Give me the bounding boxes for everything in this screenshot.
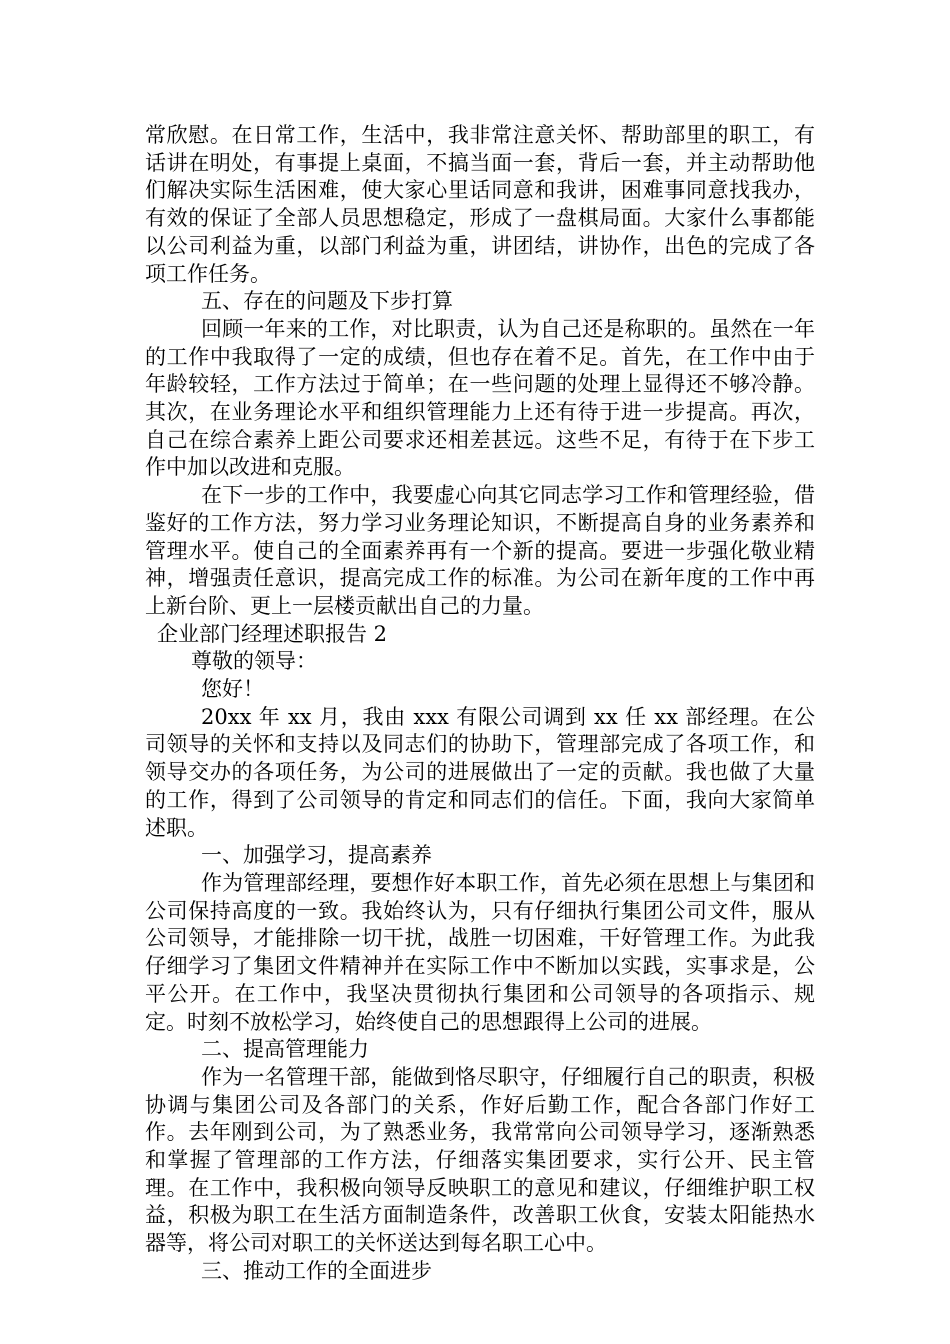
greeting: 您好！ bbox=[201, 677, 264, 702]
document-body bbox=[145, 122, 815, 1286]
paragraph-continued: 常欣慰。在日常工作，生活中，我非常注意关怀、帮助部里的职工，有话讲在明处，有事提上桌面，不搞当面一套，背后一套，并主动帮助他们解决实际生活困难，使大家心里话同意和我讲，困难事同意找我办，有效的保证了全部人员思想稳定，形成了一盘棋局面。大家什么事都能以公司利益为重，以部门利益为重，讲团结，讲协作，出色的完成了各项工作任务。 bbox=[145, 123, 815, 286]
report-title: 企业部门经理述职报告 2 bbox=[157, 621, 388, 646]
paragraph-learning: 作为管理部经理，要想作好本职工作，首先必须在思想上与集团和公司保持高度的一致。我始终认为，只有仔细执行集团公司文件，服从公司领导，才能排除一切干扰，战胜一切困难，干好管理工作。为此我仔细学习了集团文件精神并在实际工作中不断加以实践，实事求是，公平公开。在工作中，我坚决贯彻执行集团和公司领导的各项指示、规定。时刻不放松学习，始终使自己的思想跟得上公司的进展。 bbox=[145, 870, 815, 1034]
section-heading-5: 五、存在的问题及下步打算 bbox=[201, 289, 453, 314]
section-heading-1: 一、加强学习，提高素养 bbox=[201, 843, 432, 868]
paragraph-intro: 20xx 年 xx 月，我由 xxx 有限公司调到 xx 任 xx 部经理。在公司领导的关怀和支持以及同志们的协助下，管理部完成了各项工作，和领导交办的各项任务，为公司的进展做出了一定的贡献。我也做了大量的工作，得到了公司领导的肯定和同志们的信任。下面，我向大家简单述职。 bbox=[145, 704, 815, 840]
paragraph-next-steps: 在下一步的工作中，我要虚心向其它同志学习工作和管理经验，借鉴好的工作方法，努力学习业务理论知识，不断提高自身的业务素养和管理水平。使自己的全面素养再有一个新的提高。要进一步强化敬业精神，增强责任意识，提高完成工作的标准。为公司在新年度的工作中再上新台阶、更上一层楼贡献出自己的力量。 bbox=[145, 483, 815, 618]
paragraph-review: 回顾一年来的工作，对比职责，认为自己还是称职的。虽然在一年的工作中我取得了一定的成绩，但也存在着不足。首先，在工作中由于年龄较轻，工作方法过于简单；在一些问题的处理上显得还不够冷静。其次，在业务理论水平和组织管理能力上还有待于进一步提高。再次，自己在综合素养上距公司要求还相差甚远。这些不足，有待于在下步工作中加以改进和克服。 bbox=[145, 316, 815, 480]
section-heading-2: 二、提高管理能力 bbox=[201, 1037, 369, 1062]
paragraph-management: 作为一名管理干部，能做到恪尽职守，仔细履行自己的职责，积极协调与集团公司及各部门的关系，作好后勤工作，配合各部门作好工作。去年刚到公司，为了熟悉业务，我常常向公司领导学习，逐渐熟悉和掌握了管理部的工作方法，仔细落实集团要求，实行公开、民主管理。在工作中，我积极向领导反映职工的意见和建议，仔细维护职工权益，积极为职工在生活方面制造条件，改善职工伙食，安装太阳能热水器等，将公司对职工的关怀送达到每名职工心中。 bbox=[145, 1064, 815, 1256]
salutation: 尊敬的领导： bbox=[191, 649, 317, 674]
section-heading-3: 三、推动工作的全面进步 bbox=[201, 1258, 432, 1283]
